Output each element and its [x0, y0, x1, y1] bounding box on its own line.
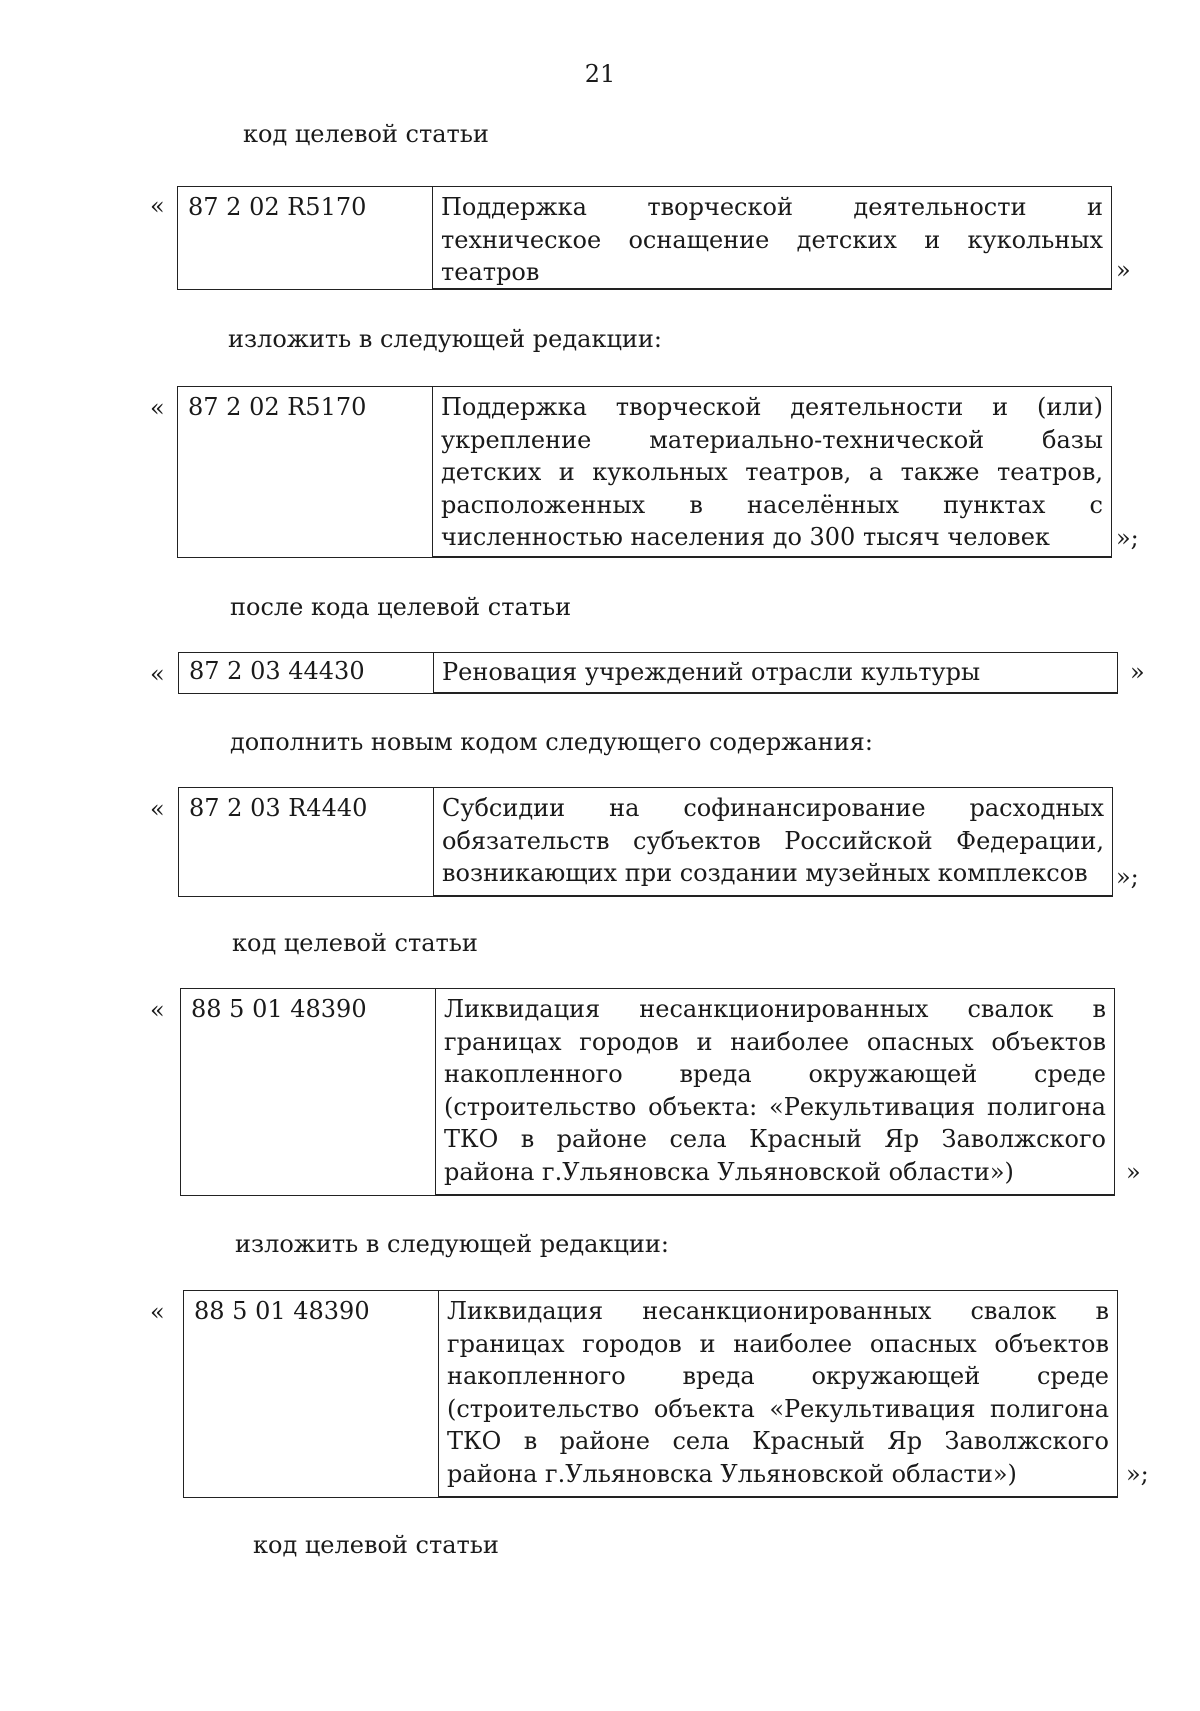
opening-quote: « [150, 996, 165, 1024]
paragraph-edit-instruction: изложить в следующей редакции: [228, 325, 662, 353]
target-code: 88 5 01 48390 [181, 989, 436, 1195]
code-table-row [183, 1290, 1118, 1498]
closing-quote: » [1130, 658, 1145, 686]
closing-quote: » [1126, 1158, 1141, 1186]
paragraph-target-code-2: код целевой статьи [232, 929, 478, 957]
entry-block-3 [150, 652, 1150, 696]
target-description: Реновация учреждений отрасли культуры [434, 653, 1117, 693]
code-table-row [177, 186, 1112, 290]
target-description: Поддержка творческой деятельности и техническое оснащение детских и кукольных театров [433, 187, 1111, 289]
opening-quote: « [150, 660, 165, 688]
opening-quote: « [150, 1298, 165, 1326]
paragraph-add-code: дополнить новым кодом следующего содержания: [230, 728, 873, 756]
target-code: 87 2 02 R5170 [178, 187, 433, 289]
closing-quote: »; [1116, 524, 1139, 552]
target-code: 88 5 01 48390 [184, 1291, 439, 1497]
closing-quote: » [1116, 256, 1131, 284]
entry-block-1 [150, 186, 1150, 286]
target-description: Субсидии на софинансирование расходных обязательств субъектов Российской Федерации, возникающих при создании музейных комплексов [434, 788, 1112, 896]
code-table-row [178, 652, 1118, 694]
code-table-row [177, 386, 1112, 558]
opening-quote: « [150, 795, 165, 823]
target-code: 87 2 02 R5170 [178, 387, 433, 557]
entry-block-5 [150, 988, 1150, 1198]
target-description: Поддержка творческой деятельности и (или) укрепление материально-технической базы детских и кукольных театров, а также театров, расположенных в населённых пунктах с численностью населения до 300 тысяч человек [433, 387, 1111, 557]
paragraph-target-code: код целевой статьи [243, 120, 489, 148]
opening-quote: « [150, 394, 165, 422]
target-description: Ликвидация несанкционированных свалок в границах городов и наиболее опасных объектов накопленного вреда окружающей среде (строительство объекта «Рекультивация полигона ТКО в районе села Красный Яр Заволжского района г.Ульяновска Ульяновской области») [439, 1291, 1117, 1497]
target-code: 87 2 03 R4440 [179, 788, 434, 896]
opening-quote: « [150, 192, 165, 220]
target-description: Ликвидация несанкционированных свалок в границах городов и наиболее опасных объектов накопленного вреда окружающей среде (строительство объекта: «Рекультивация полигона ТКО в районе села Красный Яр Заволжского района г.Ульяновска Ульяновской области») [436, 989, 1114, 1195]
paragraph-target-code-3: код целевой статьи [253, 1531, 499, 1559]
code-table-row [180, 988, 1115, 1196]
paragraph-edit-instruction-2: изложить в следующей редакции: [235, 1230, 669, 1258]
entry-block-2 [150, 386, 1150, 561]
closing-quote: »; [1116, 863, 1139, 891]
closing-quote: »; [1126, 1460, 1149, 1488]
entry-block-4 [150, 787, 1150, 897]
page-number: 21 [584, 60, 616, 88]
paragraph-after-code: после кода целевой статьи [230, 593, 572, 621]
target-code: 87 2 03 44430 [179, 653, 434, 693]
code-table-row [178, 787, 1113, 897]
entry-block-6 [150, 1290, 1150, 1500]
